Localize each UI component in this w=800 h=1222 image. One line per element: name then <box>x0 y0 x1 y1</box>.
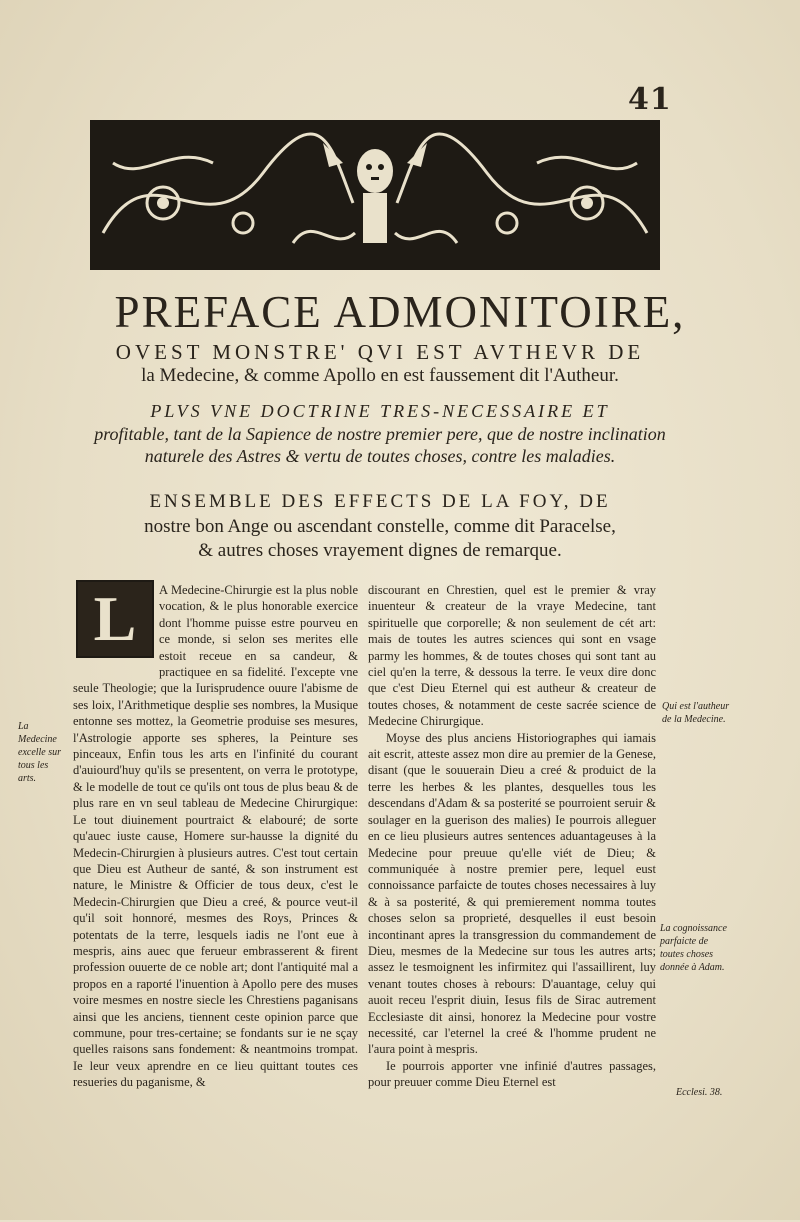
subtitle-block-1 <box>80 340 680 388</box>
margin-note-right: La cognoissance parfaicte de toutes choses donnée à Adam. <box>660 923 727 973</box>
subtitle-1-line-1: OVEST MONSTRE' QVI EST AVTHEVR DE <box>115 340 645 364</box>
subtitle-2-line-1: PLVS VNE DOCTRINE TRES-NECESSAIRE ET <box>150 401 610 421</box>
subtitle-2-line-2: profitable, tant de la Sapience de nostre premier pere, que de nostre inclination <box>94 423 666 444</box>
ornamental-headpiece <box>90 120 660 270</box>
body-paragraph: discourant en Chrestien, quel est le premier & vray inuenteur & createur de la vraye Medecine, tant spirituelle que corporelle; & non seulement de cét art: mais de toutes les autres sciences qui sont en vsage parmy les hommes, & de toutes choses qui sont tant au ciel qu'en la terre, & dessous la terre. Ie veux dire donc que c'est Dieu Eternel qui est autheur & createur de toutes choses, & notamment de ceste sacrée science de Medecine Chirurgique. <box>368 583 656 729</box>
subtitle-block-3 <box>80 490 680 564</box>
body-column-left <box>73 582 358 1222</box>
body-paragraph: Moyse des plus anciens Historiographes qui iamais ait escrit, atteste assez mon dire au premier de la Genese, disant (que le souuerain Dieu a creé & produict de la terre les herbes & les plantes, desquelles tous les descendans d'Adam & sa posterité se pourroient seruir & soulager en la guerison des malies) Ie pourrois alleguer en ce lieu plusieurs autres sentences aduantageuses à la Medecine pour preuue qu'elle viét de Dieu; & communiquée à nostre premier pere, lequel eust connoissance parfaicte de toutes choses necessaires à luy & à sa posterité, & qui premierement nomma toutes choses selon sa proprieté, desquelles il eust besoin incontinant apres la transgression du commandement de Dieu, mesmes de la Medecine sur tous les autres arts; assez le tesmoignent les infirmitez qui l'assaillirent, luy venant toutes choses à rebours: D'auantage, celuy qui auoit receu l'esprit diuin, Iesus fils de Sirac autrement Ecclesiaste dit ainsi, honorez la Medecine pour vostre necessité, car l'eternel la creé & l'homme prudent ne l'aura point à mespris. <box>368 730 656 1057</box>
subtitle-3-line-3: & autres choses vrayement dignes de remarque. <box>198 540 562 562</box>
margin-note-left: La Medecine excelle sur tous les arts. <box>18 721 62 784</box>
decorated-initial: L <box>76 580 154 658</box>
page-title: PREFACE ADMONITOIRE, <box>114 287 686 337</box>
margin-note-right: Ecclesi. 38. <box>676 1087 723 1098</box>
subtitle-1-line-2: la Medecine, & comme Apollo en est faussement dit l'Autheur. <box>141 365 619 387</box>
margin-note-right: Qui est l'autheur de la Medecine. <box>662 701 730 725</box>
body-paragraph: Ie pourrois apporter vne infinié d'autres passages, pour preuuer comme Dieu Eternel est <box>368 1058 656 1090</box>
subtitle-block-2 <box>80 400 680 468</box>
subtitle-3-line-2: nostre bon Ange ou ascendant constelle, comme dit Paracelse, <box>144 515 616 537</box>
subtitle-2-line-3: naturele des Astres & vertu de toutes choses, contre les maladies. <box>144 446 616 466</box>
headpiece-ornament-icon <box>93 123 657 267</box>
body-column-right <box>368 582 656 1222</box>
body-paragraph: A Medecine-Chirurgie est la plus noble vocation, & le plus honorable exercice dont l'homme puisse estre pourveu en ce monde, si selon ses merites elle estoit receue en sa candeur, & practiquee en sa fidelité. I'excepte vne seule Theologie; que la Iurisprudence ouure l'abisme de ses loix, l'Arithmetique desplie ses nombres, la Musique entonne ses mottez, la Geometrie produise ses mesures, l'Astrologie apporte ses spheres, la Peinture ses pinceaux, Enfin tous les arts en l'infinité du courant d'auiourd'huy qu'ils se presentent, on verra le prototype, & le modelle de tout ce qu'ils ont tous de plus beau & de plus rare en vn seul tableau de Medecine Chirurgique: Le tout diuinement pourtraict & elabouré; de sorte qu'auec iuste cause, Homere sur-hausse la dignité du Medecin-Chirurgien à plusieurs autres. C'est tout certain que Dieu est Autheur de santé, & son instrument est nature, le Ministre & Officier de tous deux, c'est le Medecin-Chirurgien que Dieu a creé, & pource veut-il qu'il soit honnoré, mesmes des Roys, Princes & potentats de la terre, lesquels iadis ne l'ont eue à mespris, ains auec que ferueur embrasserent & firent profession ouuerte de ce noble art; dont l'antiquité mal a propos en a raporté l'inuention à Apollo pere des muses voire mesmes en nostre siecle les Chrestiens paganisans ainsi que les anciens, tiennent ceste opinion parce que commune, pour tres-certaine; se fondants sur ie ne sçay quelles raisons sans fondement: & neantmoins trompat. Ie leur veux aprendre en ce lieu quittant toutes ces resueries du paganisme, & <box>73 583 358 1090</box>
page-number: 41 <box>628 82 672 117</box>
subtitle-3-line-1: ENSEMBLE DES EFFECTS DE LA FOY, DE <box>149 491 611 512</box>
